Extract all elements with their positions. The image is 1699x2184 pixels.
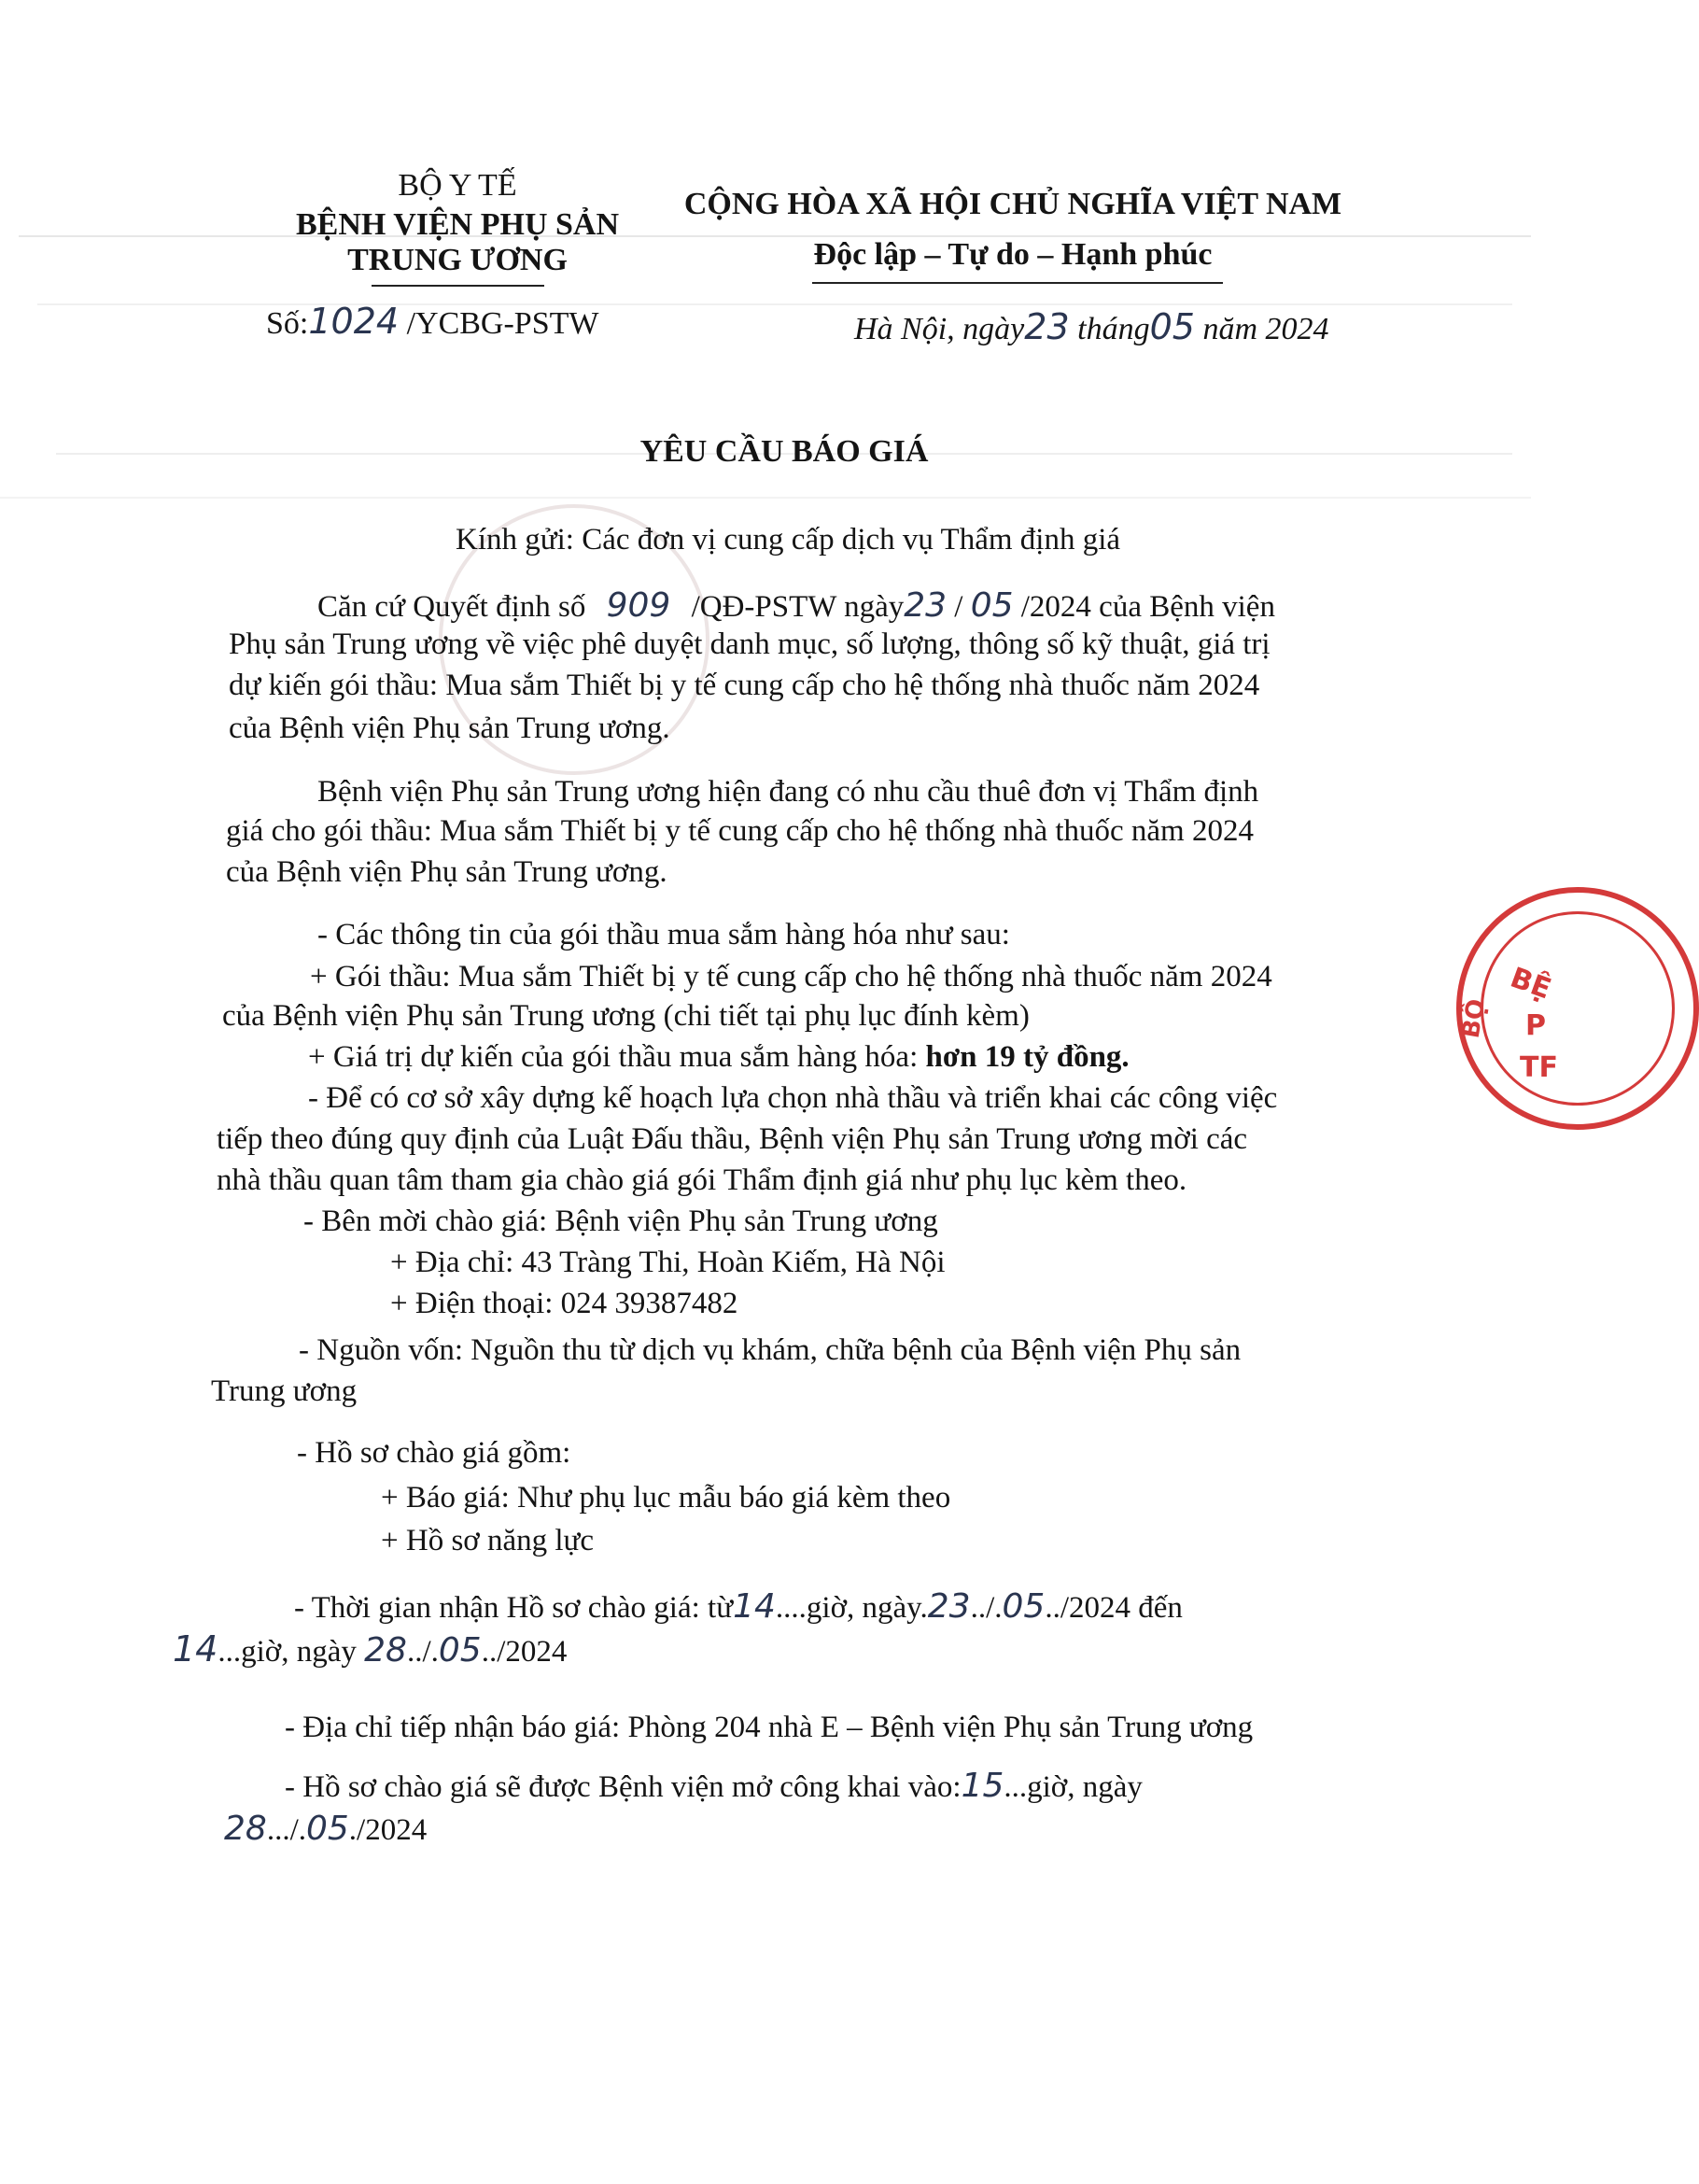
receive-prefix: - Thời gian nhận Hồ sơ chào giá: từ bbox=[294, 1591, 734, 1625]
hospital-name-line2: TRUNG ƯƠNG bbox=[347, 243, 568, 277]
date-prefix: Hà Nội, ngày bbox=[854, 312, 1025, 346]
receive-to-year: ../2024 bbox=[481, 1635, 568, 1669]
receive-to-month: 05 bbox=[438, 1631, 482, 1670]
submit-address-line: - Địa chỉ tiếp nhận báo giá: Phòng 204 nhà E – Bệnh viện Phụ sản Trung ương bbox=[285, 1711, 1254, 1744]
receive-to-hour-text: giờ, ngày bbox=[241, 1635, 357, 1669]
basis2-line-1: - Để có cơ sở xây dựng kế hoạch lựa chọn nhà thầu và triển khai các công việc bbox=[308, 1081, 1278, 1115]
dossier-item-2: + Hồ sơ năng lực bbox=[381, 1524, 595, 1557]
receive-to-sep: ../. bbox=[406, 1635, 439, 1669]
receive-from-month: 05 bbox=[1002, 1587, 1046, 1626]
para2-line-3: của Bệnh viện Phụ sản Trung ương. bbox=[226, 855, 667, 889]
address-line: + Địa chỉ: 43 Tràng Thi, Hoàn Kiếm, Hà Nội bbox=[390, 1246, 946, 1279]
receive-to-day: 28 bbox=[364, 1631, 407, 1670]
opening-line-1 bbox=[285, 1767, 1143, 1805]
number-handwritten: 1024 bbox=[308, 301, 400, 342]
funding-line-2: Trung ương bbox=[211, 1374, 358, 1408]
basis2-line-2: tiếp theo đúng quy định của Luật Đấu thầu, Bệnh viện Phụ sản Trung ương mời các bbox=[217, 1122, 1248, 1156]
basis-line-1 bbox=[317, 586, 1275, 625]
stamp-inner-ring bbox=[1481, 911, 1675, 1106]
funding-line-1: - Nguồn vốn: Nguồn thu từ dịch vụ khám, chữa bệnh của Bệnh viện Phụ sản bbox=[299, 1333, 1242, 1367]
basis-line-4: của Bệnh viện Phụ sản Trung ương. bbox=[229, 712, 670, 745]
receive-time-line-1 bbox=[294, 1587, 1183, 1626]
receive-from-hour: 14 bbox=[733, 1587, 776, 1626]
scan-artifact-line bbox=[37, 303, 1512, 305]
left-header-underline bbox=[372, 285, 544, 287]
package-value bbox=[308, 1040, 1130, 1075]
para2-line-1: Bệnh viện Phụ sản Trung ương hiện đang có nhu cầu thuê đơn vị Thẩm định bbox=[317, 775, 1259, 809]
date-day: 23 bbox=[1024, 306, 1070, 347]
package-line-1: + Gói thầu: Mua sắm Thiết bị y tế cung cấp cho hệ thống nhà thuốc năm 2024 bbox=[310, 960, 1272, 993]
receive-to-dots: ... bbox=[218, 1635, 242, 1669]
stamp-text-d: BỘ bbox=[1456, 996, 1492, 1041]
stamp-text-a: BỆ bbox=[1506, 961, 1556, 1007]
receive-hour-text: giờ, ngày. bbox=[806, 1591, 928, 1625]
opening-year: ./2024 bbox=[348, 1813, 428, 1847]
hospital-name-line1: BỆNH VIỆN PHỤ SẢN bbox=[295, 207, 620, 242]
ministry-name: BỘ Y TẾ bbox=[398, 168, 517, 203]
basis-mid: /QĐ-PSTW ngày bbox=[691, 590, 905, 624]
document-title: YÊU CẦU BÁO GIÁ bbox=[639, 434, 929, 469]
number-suffix: /YCBG-PSTW bbox=[406, 306, 599, 341]
document-number bbox=[266, 301, 599, 342]
receive-from-sep: ../. bbox=[970, 1591, 1003, 1625]
dossier-intro: - Hồ sơ chào giá gồm: bbox=[297, 1436, 571, 1470]
value-amount: hơn 19 tỷ đồng. bbox=[925, 1040, 1130, 1074]
basis-line-3: dự kiến gói thầu: Mua sắm Thiết bị y tế cung cấp cho hệ thống nhà thuốc năm 2024 bbox=[229, 669, 1260, 702]
decision-number: 909 bbox=[606, 586, 671, 625]
opening-month: 05 bbox=[305, 1810, 349, 1848]
decision-slash: / bbox=[954, 590, 963, 624]
official-red-stamp bbox=[1456, 887, 1699, 1130]
receive-from-day: 23 bbox=[927, 1587, 971, 1626]
recipient-line: Kính gửi: Các đơn vị cung cấp dịch vụ Thẩm định giá bbox=[456, 523, 1121, 557]
receive-to-hour: 14 bbox=[173, 1628, 218, 1670]
number-prefix: Số: bbox=[266, 306, 309, 341]
date-month-label: tháng bbox=[1077, 312, 1150, 346]
opening-prefix: - Hồ sơ chào giá sẽ được Bệnh viện mở công khai vào: bbox=[285, 1770, 962, 1804]
issue-date bbox=[854, 306, 1329, 347]
date-month: 05 bbox=[1149, 306, 1195, 347]
opening-hour-text: ...giờ, ngày bbox=[1004, 1770, 1143, 1804]
decision-day: 23 bbox=[904, 586, 948, 625]
decision-month: 05 bbox=[970, 586, 1014, 625]
stamp-text-b: P bbox=[1525, 1009, 1546, 1042]
phone-line: + Điện thoại: 024 39387482 bbox=[390, 1287, 738, 1320]
scan-artifact-line bbox=[0, 497, 1531, 499]
basis-prefix: Căn cứ Quyết định số bbox=[317, 590, 586, 624]
package-line-2: của Bệnh viện Phụ sản Trung ương (chi tiết tại phụ lục đính kèm) bbox=[222, 999, 1030, 1033]
opening-line-2 bbox=[224, 1810, 427, 1848]
receive-from-year: ../2024 đến bbox=[1045, 1591, 1183, 1625]
receive-time-line-2 bbox=[173, 1628, 567, 1670]
basis2-line-3: nhà thầu quan tâm tham gia chào giá gói Thẩm định giá như phụ lục kèm theo. bbox=[217, 1163, 1187, 1197]
stamp-text-c: TF bbox=[1520, 1051, 1558, 1084]
dossier-item-1: + Báo giá: Như phụ lục mẫu báo giá kèm theo bbox=[381, 1481, 951, 1515]
package-info-intro: - Các thông tin của gói thầu mua sắm hàng hóa như sau: bbox=[317, 918, 1010, 951]
national-motto: Độc lập – Tự do – Hạnh phúc bbox=[813, 237, 1213, 272]
country-name: CỘNG HÒA XÃ HỘI CHỦ NGHĨA VIỆT NAM bbox=[683, 187, 1342, 221]
date-year: năm 2024 bbox=[1202, 312, 1329, 346]
right-header-underline bbox=[812, 282, 1223, 284]
basis-year-text: /2024 của Bệnh viện bbox=[1020, 590, 1275, 624]
opening-sep: .../. bbox=[266, 1813, 306, 1847]
value-prefix: + Giá trị dự kiến của gói thầu mua sắm hàng hóa: bbox=[308, 1040, 919, 1074]
opening-hour: 15 bbox=[961, 1767, 1004, 1805]
opening-day: 28 bbox=[224, 1810, 267, 1848]
para2-line-2: giá cho gói thầu: Mua sắm Thiết bị y tế cung cấp cho hệ thống nhà thuốc năm 2024 bbox=[226, 814, 1254, 848]
basis-line-2: Phụ sản Trung ương về việc phê duyệt danh mục, số lượng, thông số kỹ thuật, giá trị bbox=[229, 627, 1271, 661]
receive-dots: .... bbox=[775, 1591, 807, 1625]
inviter-line: - Bên mời chào giá: Bệnh viện Phụ sản Trung ương bbox=[303, 1205, 938, 1238]
